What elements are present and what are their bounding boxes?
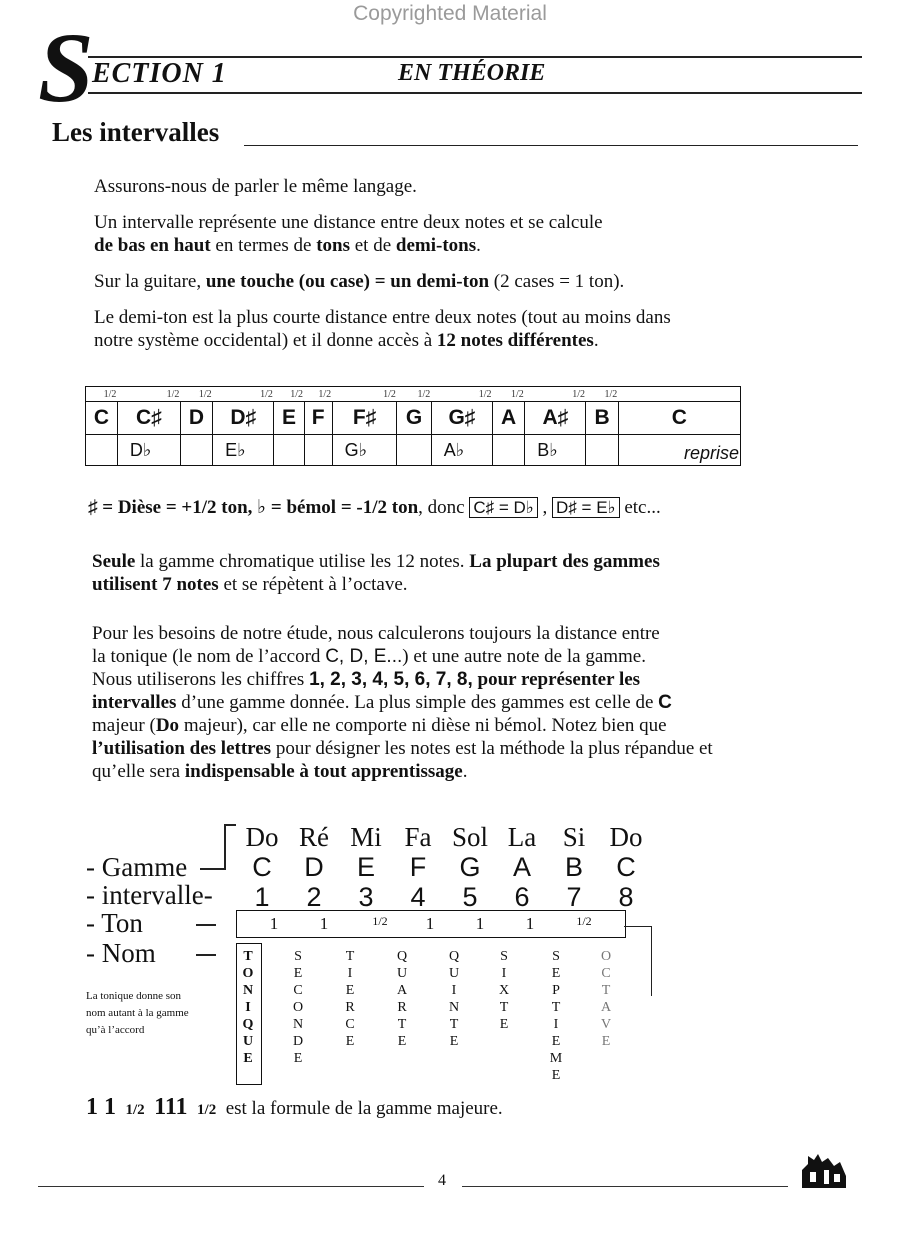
flat-note <box>493 435 525 466</box>
title-rule <box>244 145 858 146</box>
equivalence-c-sharp: C♯ = D♭ <box>469 497 537 518</box>
paragraph-guitar: Sur la guitare, une touche (ou case) = un demi-ton (2 cases = 1 ton). <box>94 271 625 292</box>
degree-name: S E P T I E M E <box>549 949 563 1083</box>
letter-note: F <box>409 852 427 882</box>
major-scale-formula: 1 1 1/2 111 1/2 est la formule de la gamme majeure. <box>86 1094 503 1120</box>
semitone-mark: 1/2 <box>117 387 180 402</box>
flat-note <box>86 435 117 466</box>
chromatic-note: A <box>493 402 525 435</box>
semitone-mark: 1/2 <box>431 387 492 402</box>
chromatic-note: B <box>586 402 618 435</box>
flat-note <box>397 435 431 466</box>
letter-note: C <box>616 852 636 882</box>
accidentals-definition: ♯ = Dièse = +1/2 ton, ♭ = bémol = -1/2 ton, donc C♯ = D♭ , D♯ = E♭ etc... <box>88 497 661 518</box>
solfege-note: Si <box>562 822 586 852</box>
footer-rule-left <box>38 1186 424 1187</box>
tonique-note: La tonique donne son nom autant à la gamme qu’à l’accord <box>86 990 189 1036</box>
solfege-note: Ré <box>299 822 329 852</box>
chromatic-note: D <box>180 402 212 435</box>
chromatic-note: G♯ <box>431 402 492 435</box>
solfege-note: Do <box>609 822 643 852</box>
publisher-logo <box>800 1150 848 1190</box>
interval-number: 5 <box>462 882 478 912</box>
degree-name: Q U I N T E <box>448 949 460 1049</box>
flat-note: E♭ <box>213 435 274 466</box>
degree-name: O C T A V E <box>600 949 612 1049</box>
solfege-note: Mi <box>350 822 382 852</box>
semitone-mark: 1/2 <box>586 387 618 402</box>
chromatic-note: C <box>86 402 117 435</box>
paragraph-intervals: Pour les besoins de notre étude, nous calculerons toujours la distance entre la tonique (le nom de l’accord C, D, E...) et une autre note de la gamme. Nous utiliserons les chiffres 1, 2, 3, 4, 5, 6, 7, 8, pour représenter les intervalles d’une gamme donnée. La plus simple des gammes est celle de C majeur (Do majeur), car elle ne comporte ni dièse ni bémol. Notez bien que l’utilisation des lettres pour désigner les notes est la méthode la plus répandue et qu’elle sera indispensable à tout apprentissage. <box>92 623 713 782</box>
semitone-mark: 1/2 <box>180 387 212 402</box>
semitone-mark: 1/2 <box>397 387 431 402</box>
interval-number: 8 <box>618 882 634 912</box>
chromatic-note: D♯ <box>213 402 274 435</box>
letter-note: C <box>252 852 272 882</box>
semitone-mark: 1/2 <box>274 387 304 402</box>
label-ton: - Ton <box>86 908 143 938</box>
tone-step: 1 <box>269 914 279 933</box>
degree-name: Q U A R T E <box>396 949 408 1049</box>
tone-step: 1 <box>525 914 535 933</box>
interval-number: 1 <box>254 882 270 912</box>
flat-note: B♭ <box>525 435 586 466</box>
degree-name: S E C O N D E <box>292 949 304 1066</box>
label-gamme: - Gamme <box>86 852 188 882</box>
section-subtitle: EN THÉORIE <box>398 60 546 86</box>
solfege-note: La <box>507 822 537 852</box>
chromatic-note: E <box>274 402 304 435</box>
copyright-watermark: Copyrighted Material <box>353 2 547 25</box>
semitone-mark: 1/2 <box>493 387 525 402</box>
interval-number: 3 <box>358 882 374 912</box>
section-initial: S <box>38 12 94 123</box>
degree-name: T I E R C E <box>345 949 355 1049</box>
chromatic-note: C♯ <box>117 402 180 435</box>
footer-rule-right <box>462 1186 788 1187</box>
gamme-connector <box>200 868 224 870</box>
reprise-label: reprise <box>683 443 739 463</box>
chromatic-note: A♯ <box>525 402 586 435</box>
letter-note: D <box>304 852 324 882</box>
degree-name: T O N I Q U E <box>242 949 254 1066</box>
chromatic-note: F <box>304 402 332 435</box>
chromatic-note: F♯ <box>332 402 397 435</box>
tone-step: 1/2 <box>372 914 388 928</box>
tone-step: 1 <box>475 914 485 933</box>
page-number: 4 <box>438 1172 446 1189</box>
flat-note: G♭ <box>332 435 397 466</box>
sharp-symbol: ♯ <box>88 497 98 518</box>
paragraph-semitone: Le demi-ton est la plus courte distance entre deux notes (tout au moins dans notre système occidental) et il donne accès à 12 notes différentes. <box>94 307 671 351</box>
chromatic-scale-table <box>85 386 741 466</box>
label-intervalle: - intervalle- <box>86 880 213 910</box>
paragraph-scales: Seule la gamme chromatique utilise les 12 notes. La plupart des gammes utilisent 7 notes et se répètent à l’octave. <box>92 551 660 595</box>
chromatic-note: C <box>618 402 740 435</box>
interval-number: 4 <box>410 882 426 912</box>
semitone-mark: 1/2 <box>213 387 274 402</box>
flat-note: A♭ <box>431 435 492 466</box>
tone-step: 1 <box>319 914 329 933</box>
letter-note: E <box>356 852 375 882</box>
label-nom: - Nom <box>86 938 156 968</box>
semitone-mark: 1/2 <box>304 387 332 402</box>
letter-note: B <box>564 852 583 882</box>
gamme-bracket <box>224 824 226 870</box>
flat-note <box>180 435 212 466</box>
letter-note: G <box>459 852 481 882</box>
flat-note <box>304 435 332 466</box>
chromatic-note: G <box>397 402 431 435</box>
header-bottom-rule <box>88 92 862 94</box>
paragraph-interval-def: Un intervalle représente une distance entre deux notes et se calcule de bas en haut en termes de tons et de demi-tons. <box>94 212 603 256</box>
solfege-note: Fa <box>404 822 432 852</box>
solfege-note: Sol <box>451 822 489 852</box>
equivalence-d-sharp: D♯ = E♭ <box>552 497 620 518</box>
interval-number: 6 <box>514 882 530 912</box>
semitone-mark: 1/2 <box>525 387 586 402</box>
flat-note <box>586 435 618 466</box>
page-title: Les intervalles <box>52 117 220 147</box>
degree-name: S I X T E <box>498 949 510 1032</box>
solfege-note: Do <box>245 822 279 852</box>
interval-number: 2 <box>306 882 322 912</box>
paragraph-intro: Assurons-nous de parler le même langage. <box>94 176 417 197</box>
letter-note: A <box>512 852 531 882</box>
semitone-mark: 1/2 <box>332 387 397 402</box>
tone-step: 1/2 <box>576 914 592 928</box>
flat-note <box>274 435 304 466</box>
flat-symbol: ♭ <box>257 497 267 518</box>
nom-connector <box>196 954 216 956</box>
interval-number: 7 <box>566 882 582 912</box>
tone-step: 1 <box>425 914 435 933</box>
section-title: ECTION 1 <box>92 58 227 89</box>
ton-connector <box>196 924 216 926</box>
flat-note: D♭ <box>117 435 180 466</box>
semitone-mark: 1/2 <box>86 387 117 402</box>
